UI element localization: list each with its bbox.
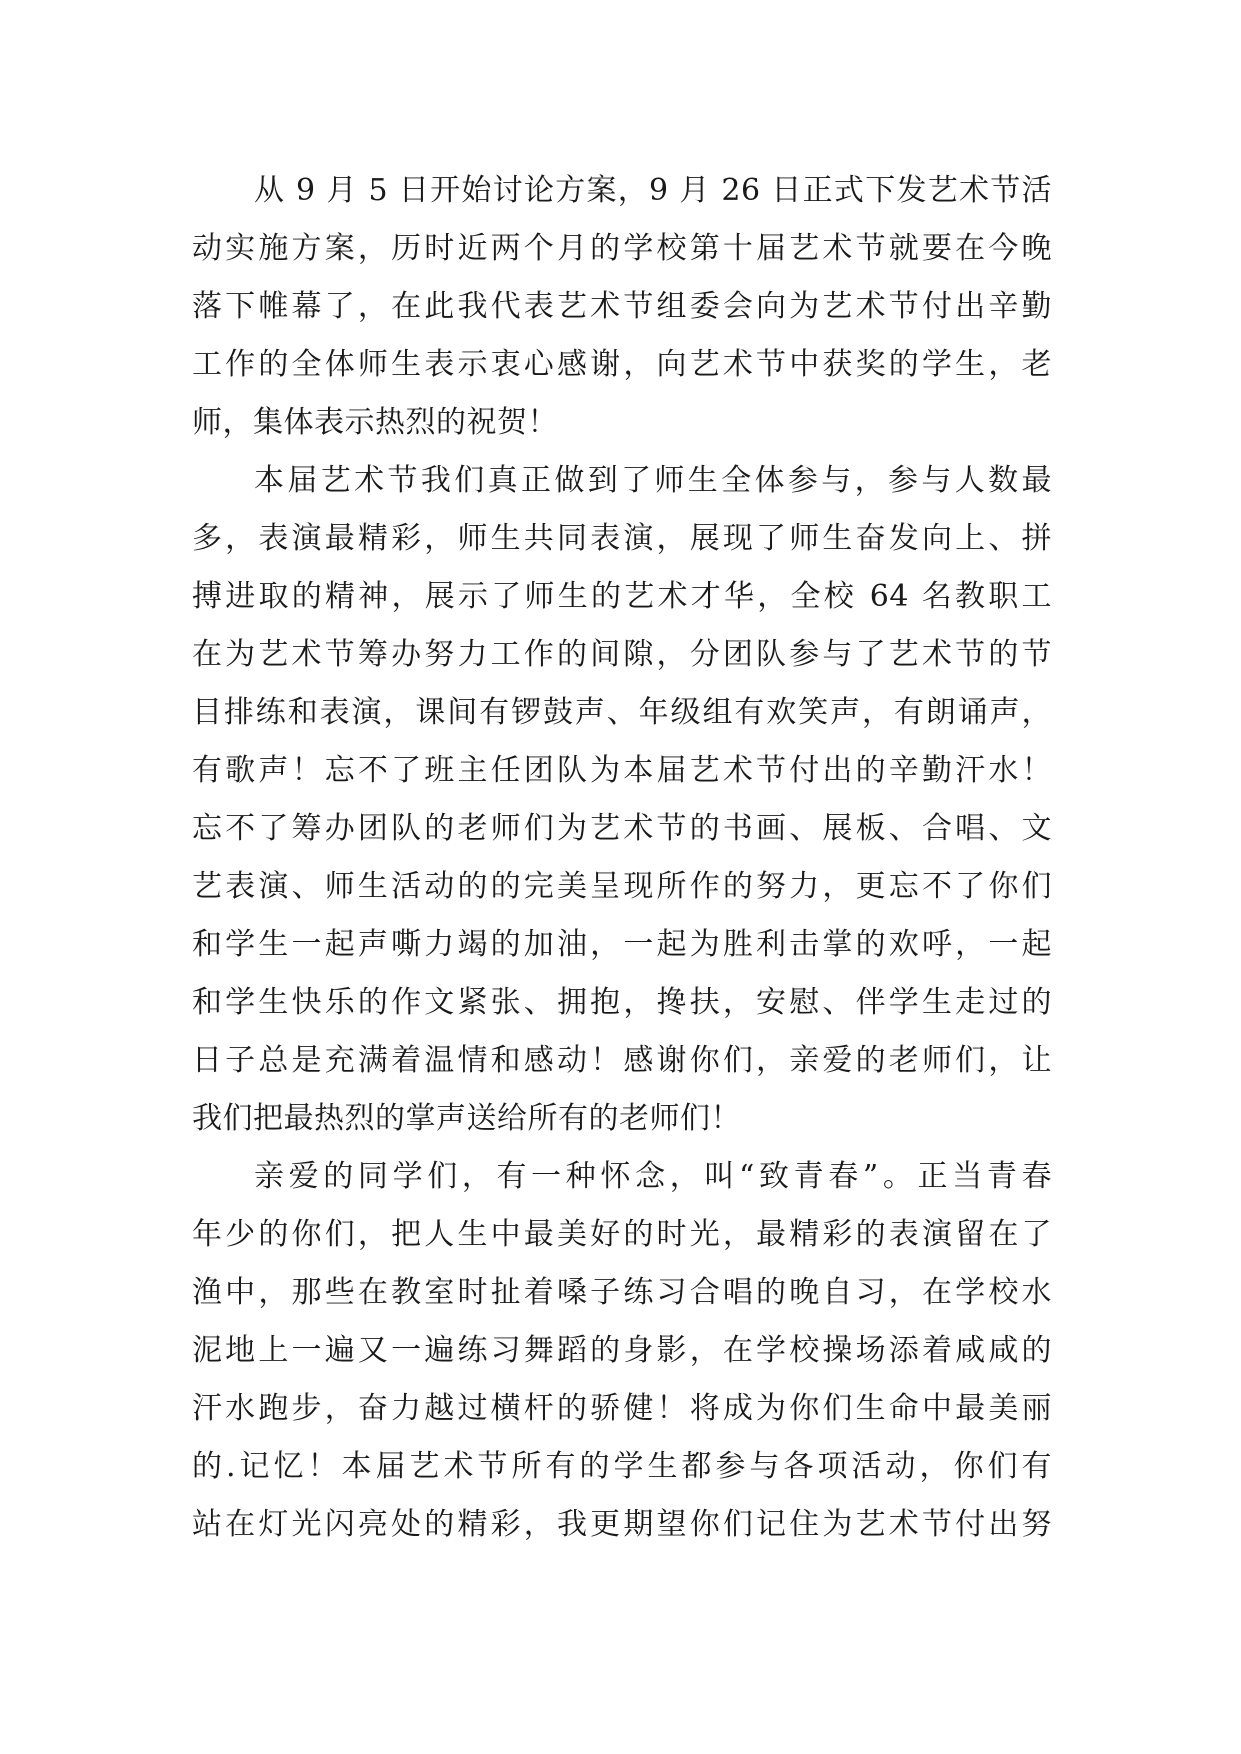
text-line: 年少的你们，把人生中最美好的时光，最精彩的表演留在了 <box>192 1217 1052 1252</box>
text-line: 我们把最热烈的掌声送给所有的老师们！ <box>192 1101 741 1136</box>
text-line: 落下帷幕了，在此我代表艺术节组委会向为艺术节付出辛勤 <box>192 289 1052 324</box>
text-line: 本届艺术节我们真正做到了师生全体参与，参与人数最 <box>254 463 1052 498</box>
text-line: 站在灯光闪亮处的精彩，我更期望你们记住为艺术节付出努 <box>192 1507 1052 1542</box>
text-line: 泥地上一遍又一遍练习舞蹈的身影，在学校操场添着咸咸的 <box>192 1333 1052 1368</box>
text-line: 日子总是充满着温情和感动！感谢你们，亲爱的老师们，让 <box>192 1043 1052 1078</box>
text-line: 工作的全体师生表示衷心感谢，向艺术节中获奖的学生，老 <box>192 347 1052 382</box>
text-line: 汗水跑步，奋力越过横杆的骄健！将成为你们生命中最美丽 <box>192 1391 1052 1426</box>
paragraph-2 <box>192 452 1052 1148</box>
text-line: 的.记忆！本届艺术节所有的学生都参与各项活动，你们有 <box>192 1449 1052 1484</box>
text-line: 动实施方案，历时近两个月的学校第十届艺术节就要在今晚 <box>192 231 1052 266</box>
text-line: 从 9 月 5 日开始讨论方案，9 月 26 日正式下发艺术节活 <box>254 173 1052 208</box>
text-line: 师，集体表示热烈的祝贺！ <box>192 405 558 440</box>
text-line: 和学生一起声嘶力竭的加油，一起为胜利击掌的欢呼，一起 <box>192 927 1052 962</box>
text-line: 艺表演、师生活动的的完美呈现所作的努力，更忘不了你们 <box>192 869 1052 904</box>
document-body <box>192 162 1052 1554</box>
text-line: 渔中，那些在教室时扯着嗓子练习合唱的晚自习，在学校水 <box>192 1275 1052 1310</box>
text-line: 有歌声！忘不了班主任团队为本届艺术节付出的辛勤汗水！ <box>192 753 1052 788</box>
paragraph-1 <box>192 162 1052 452</box>
text-line: 搏进取的精神，展示了师生的艺术才华，全校 64 名教职工 <box>192 579 1052 614</box>
text-line: 亲爱的同学们，有一种怀念，叫“致青春”。正当青春 <box>254 1159 1052 1194</box>
paragraph-3 <box>192 1148 1052 1554</box>
text-line: 多，表演最精彩，师生共同表演，展现了师生奋发向上、拼 <box>192 521 1052 556</box>
text-line: 忘不了筹办团队的老师们为艺术节的书画、展板、合唱、文 <box>192 811 1052 846</box>
text-line: 和学生快乐的作文紧张、拥抱，搀扶，安慰、伴学生走过的 <box>192 985 1052 1020</box>
text-line: 在为艺术节筹办努力工作的间隙，分团队参与了艺术节的节 <box>192 637 1052 672</box>
text-line: 目排练和表演，课间有锣鼓声、年级组有欢笑声，有朗诵声， <box>192 695 1052 730</box>
